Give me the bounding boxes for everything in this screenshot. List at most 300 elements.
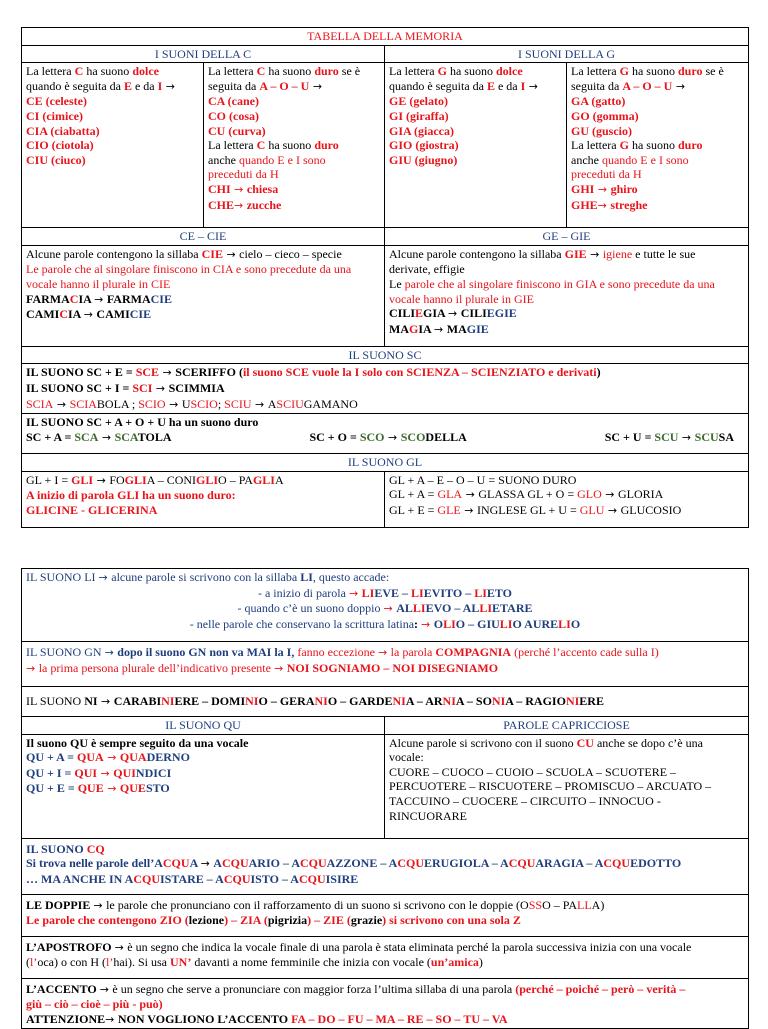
text-run: GLI xyxy=(124,472,147,487)
text-run: LL xyxy=(576,897,592,912)
text-run: GL + E = xyxy=(389,502,438,517)
arrow-icon: → xyxy=(601,488,618,502)
text-run: ) si scrivono con una sola Z xyxy=(382,913,521,928)
text-run: LI xyxy=(412,601,426,616)
text-line xyxy=(26,661,744,677)
text-run: Il suono QU è sempre seguito da una vocale xyxy=(26,735,249,750)
text-run: O AURE xyxy=(512,616,559,631)
text-run: O – GERA xyxy=(258,693,315,708)
text-run: NI xyxy=(491,693,506,708)
text-run: SCIU xyxy=(224,396,252,411)
text-run: A xyxy=(274,472,284,487)
text-run: CQU xyxy=(221,856,249,871)
li-cell xyxy=(22,569,749,642)
text-run: quando è seguita da xyxy=(26,78,124,93)
text-run: oca) o con H ( xyxy=(37,955,106,970)
text-run: SCIO xyxy=(138,396,166,411)
text-run: ha suono xyxy=(628,138,678,153)
text-run: La lettera xyxy=(389,64,438,79)
text-run: CAMI xyxy=(96,307,130,322)
text-run: SS xyxy=(528,897,543,912)
text-run: O xyxy=(570,616,581,631)
text-line xyxy=(26,586,744,602)
sc-e-i-cell xyxy=(22,364,749,414)
text-run: RINCUORARE xyxy=(389,808,468,823)
text-run: C xyxy=(74,64,84,79)
text-line xyxy=(571,64,744,79)
text-run: INGLESE GL + U = xyxy=(476,502,580,517)
text-run: GL + A = xyxy=(389,487,438,502)
text-run: Le parole che contengono xyxy=(26,913,160,928)
arrow-icon: → xyxy=(421,617,434,631)
text-run: GLO xyxy=(577,487,602,502)
text-run: SC + U = xyxy=(604,429,655,444)
text-run: GO (gomma) xyxy=(571,108,639,123)
text-run: vocale: xyxy=(389,750,424,765)
g-hard-cell xyxy=(567,63,749,228)
text-line xyxy=(208,138,380,153)
text-line xyxy=(389,138,562,153)
arrow-icon: → xyxy=(434,322,447,336)
text-run: duro xyxy=(314,64,339,79)
text-line xyxy=(26,94,199,109)
text-run: NI xyxy=(392,693,406,708)
text-run: è un segno che serve a pronunciare con maggior forza l’ultima sillaba di una parola xyxy=(112,981,516,996)
text-run: chiesa xyxy=(246,181,279,196)
text-run: ( xyxy=(235,365,243,380)
text-run: seguita da xyxy=(571,78,623,93)
arrow-icon: → xyxy=(234,198,247,212)
text-run: CQU xyxy=(162,856,190,871)
text-run: derivate, effigie xyxy=(389,262,465,277)
text-line xyxy=(389,779,744,794)
text-run: vocale hanno il plurale in GIE xyxy=(389,291,534,306)
text-run: GIE xyxy=(564,246,587,261)
text-run: BOLA ; xyxy=(96,396,139,411)
text-run: I SUONI DELLA C xyxy=(154,46,252,61)
arrow-icon: → xyxy=(99,982,113,996)
text-run: A – CONI xyxy=(146,472,197,487)
text-run: NOI SOGNIAMO – NOI DISEGNIAMO xyxy=(286,660,499,675)
text-run: G xyxy=(437,64,447,79)
text-line xyxy=(208,153,380,168)
text-run: QU + I = xyxy=(26,765,75,780)
text-run: CHI xyxy=(208,181,231,196)
text-run: GLUCOSIO xyxy=(620,502,682,517)
section-header-c xyxy=(22,45,385,63)
sc-a-example xyxy=(26,430,172,446)
text-run: IL SUONO xyxy=(26,841,87,856)
arrow-icon: → xyxy=(93,473,110,487)
text-run: FA – DO – FU – MA – RE – SO – TU – VA xyxy=(291,1011,508,1026)
g-soft-cell xyxy=(385,63,567,228)
text-line xyxy=(389,487,744,503)
text-run: - quando c’è un suono doppio xyxy=(237,601,384,616)
text-line xyxy=(208,124,380,139)
text-run: cielo – cieco – specie xyxy=(239,246,342,261)
arrow-icon: → xyxy=(98,430,115,444)
text-run: e da xyxy=(494,78,521,93)
text-run: LI xyxy=(300,570,313,584)
text-run: I xyxy=(520,78,526,93)
arrow-icon: → xyxy=(93,898,107,912)
text-line xyxy=(389,262,744,277)
arrow-icon: → xyxy=(462,488,479,502)
text-line xyxy=(26,365,744,381)
text-run: C xyxy=(256,138,266,153)
text-run: NI xyxy=(442,693,456,708)
text-line xyxy=(26,503,380,518)
text-line xyxy=(571,198,744,214)
text-run: La lettera xyxy=(26,64,75,79)
text-run: se è xyxy=(702,64,724,79)
text-run: E xyxy=(415,306,424,321)
doppie-cell xyxy=(22,894,749,936)
text-run: è un segno che indica la vocale finale di una parola è stata eliminata perché la parola successiva inizia con una vocale xyxy=(127,939,692,954)
text-run: ARIO – A xyxy=(248,856,300,871)
arrow-icon: → xyxy=(200,857,214,871)
text-run: SCIU xyxy=(276,396,304,411)
text-line xyxy=(26,955,744,970)
arrow-icon: → xyxy=(597,198,611,212)
text-run: le parole che pronunciano con il rafforzamento di un suono si scrivono con le doppie (O xyxy=(106,897,529,912)
text-run: SCU xyxy=(654,429,679,444)
text-run: CQU xyxy=(223,871,251,886)
text-run: La lettera xyxy=(208,138,257,153)
text-run: CHE xyxy=(208,197,235,212)
arrow-icon: → xyxy=(604,503,621,517)
text-run: O – GIU xyxy=(455,616,500,631)
text-run: QUE xyxy=(77,781,104,796)
arrow-icon: → xyxy=(26,661,39,675)
text-run: La lettera xyxy=(208,64,257,79)
text-run: GHE xyxy=(571,197,598,212)
text-run: grazie xyxy=(350,913,383,928)
text-line xyxy=(26,645,744,661)
text-line xyxy=(389,809,744,824)
text-run: ha suono xyxy=(628,64,678,79)
text-line xyxy=(208,167,380,182)
accento-cell xyxy=(22,978,749,1029)
sounds-table xyxy=(21,568,749,1029)
text-run: Alcune parole contengono la sillaba xyxy=(26,246,202,261)
text-line xyxy=(26,109,199,124)
text-run: QU + E = xyxy=(26,781,78,796)
text-run: Le xyxy=(389,276,405,291)
text-run: C xyxy=(69,291,79,306)
text-run: GL + A – E – O – U = SUONO DURO xyxy=(389,472,577,487)
text-run: G xyxy=(619,64,629,79)
text-run: La lettera xyxy=(571,138,620,153)
section-header-ce-cie xyxy=(22,228,385,246)
arrow-icon: → xyxy=(94,292,107,306)
cq-cell xyxy=(22,838,749,894)
text-run: pigrizia xyxy=(267,913,308,928)
text-run: ARAGIA – A xyxy=(535,856,604,871)
text-run: SCU xyxy=(694,429,719,444)
text-run: COMPAGNIA xyxy=(435,645,512,659)
text-run: GI (giraffa) xyxy=(389,108,449,123)
text-run: DERNO xyxy=(146,750,190,765)
ni-cell xyxy=(22,687,749,717)
text-run: A – O – U xyxy=(622,78,673,93)
text-run: LI xyxy=(558,616,571,631)
text-line xyxy=(208,182,380,198)
arrow-icon: → xyxy=(222,247,240,261)
text-run: CIE xyxy=(150,291,172,306)
text-line xyxy=(26,842,744,857)
text-run: MA xyxy=(446,321,467,336)
text-line xyxy=(571,94,744,109)
arrow-icon: → xyxy=(383,602,397,616)
arrow-icon: → xyxy=(678,430,695,444)
text-run: giù – ciò – cioè – più - può) xyxy=(26,997,163,1012)
text-line xyxy=(26,307,380,323)
text-run: Alcune parole si scrivono con il suono xyxy=(389,735,577,750)
text-run: GHI xyxy=(571,181,595,196)
text-run: SCO xyxy=(359,429,385,444)
arrow-icon: → xyxy=(103,751,120,765)
text-run: fanno eccezione xyxy=(297,645,378,659)
text-run: CAMI xyxy=(26,307,60,322)
text-run: vocale hanno il plurale in CIE xyxy=(26,276,171,291)
text-line xyxy=(389,109,562,124)
text-run: A) xyxy=(591,897,605,912)
table-title xyxy=(22,28,749,46)
text-run: ( xyxy=(260,913,268,928)
text-run: I xyxy=(157,78,163,93)
text-run: GLI xyxy=(252,472,275,487)
text-run: se è xyxy=(338,64,361,79)
text-line xyxy=(26,736,380,751)
text-line xyxy=(26,898,744,914)
text-run: preceduti da H xyxy=(208,167,279,182)
memory-table xyxy=(21,27,749,528)
text-line xyxy=(26,64,199,79)
gl-hard-cell xyxy=(385,471,749,527)
text-run: FARMA xyxy=(26,291,70,306)
text-run: GIU (giugno) xyxy=(389,152,458,167)
text-run: EDOTTO xyxy=(630,856,682,871)
text-run: GLU xyxy=(579,502,605,517)
text-run: IL SUONO SC + I = xyxy=(26,380,133,395)
text-run: ISTARE – A xyxy=(160,871,224,886)
text-run: GU (guscio) xyxy=(571,123,632,138)
text-run: un’amica xyxy=(430,955,479,970)
text-run: EVE – xyxy=(374,585,412,600)
text-run: SCI xyxy=(132,380,153,395)
text-line xyxy=(389,79,562,95)
text-run: … MA ANCHE IN A xyxy=(26,871,134,886)
text-line xyxy=(26,940,744,956)
text-run: NI xyxy=(245,693,259,708)
text-run: IL SUONO GL xyxy=(347,455,423,470)
text-run: GA (gatto) xyxy=(571,94,626,109)
text-run: dopo il suono GN non va MAI la I, xyxy=(117,645,298,659)
text-run: IL SUONO SC xyxy=(348,347,422,362)
text-run: CQU xyxy=(397,856,425,871)
text-line xyxy=(26,292,380,308)
text-run: , questo accade: xyxy=(312,570,390,584)
capricciose-cell xyxy=(385,734,749,838)
text-run: ERUGIOLA – A xyxy=(424,856,509,871)
text-run: G xyxy=(619,138,629,153)
text-run: La lettera xyxy=(571,64,620,79)
text-run: IA xyxy=(68,307,84,322)
arrow-icon: → xyxy=(348,586,362,600)
text-run: O – PA xyxy=(542,897,577,912)
text-line xyxy=(571,167,744,182)
text-line xyxy=(26,381,744,397)
text-run: SCIO xyxy=(190,396,218,411)
text-run: LE DOPPIE xyxy=(26,897,94,912)
arrow-icon: → xyxy=(104,646,118,659)
c-soft-cell xyxy=(22,63,204,228)
text-run: O xyxy=(433,616,444,631)
text-run: ) – xyxy=(224,913,241,928)
text-run: EVITO – xyxy=(423,585,475,600)
text-run: ha suono xyxy=(265,138,315,153)
text-run: SCO xyxy=(400,429,426,444)
sc-o-example xyxy=(309,430,466,446)
section-header-g xyxy=(385,45,749,63)
text-run: l’ xyxy=(105,955,114,970)
text-run: (perché l’accento cade sulla I) xyxy=(511,645,659,659)
text-run: QUI xyxy=(113,765,136,780)
text-run: anche se dopo c’è una xyxy=(593,735,703,750)
text-run: A – AR xyxy=(405,693,443,708)
text-run: ERE xyxy=(579,693,604,708)
text-run: NI xyxy=(84,693,98,708)
text-line xyxy=(26,473,380,489)
text-line xyxy=(389,306,744,322)
text-run: CIO (ciotola) xyxy=(26,138,94,153)
text-run: GIA (giacca) xyxy=(389,123,454,138)
arrow-icon: → xyxy=(586,247,603,261)
text-run: parole che al singolare finiscono in GIA e sono precedute da una xyxy=(404,276,715,291)
text-run: LI xyxy=(474,585,487,600)
text-line xyxy=(26,79,199,95)
text-run: CA (cane) xyxy=(208,94,259,109)
text-run: A xyxy=(267,396,277,411)
text-line xyxy=(26,997,744,1012)
apostrofo-cell xyxy=(22,936,749,978)
text-run: seguita da xyxy=(208,78,260,93)
arrow-icon: → xyxy=(162,79,176,93)
text-run: ZIO xyxy=(159,913,182,928)
text-run: quando E e I sono xyxy=(238,152,326,167)
text-line xyxy=(389,277,744,292)
text-run: Si trova nelle parole dell’A xyxy=(26,856,163,871)
text-line xyxy=(571,109,744,124)
text-run: ha suono xyxy=(265,64,315,79)
text-run: DELLA xyxy=(425,429,467,444)
text-run: CIE xyxy=(201,246,223,261)
text-run: GAMANO xyxy=(303,396,358,411)
text-run: GLI xyxy=(196,472,219,487)
text-line xyxy=(26,124,199,139)
text-run: IA xyxy=(78,291,95,306)
text-run: GLASSA GL + O = xyxy=(478,487,578,502)
text-run: ERE – DOMI xyxy=(174,693,246,708)
text-line xyxy=(571,124,744,139)
text-run: QUA xyxy=(119,750,147,765)
text-run: CE (celeste) xyxy=(26,94,87,109)
arrow-icon: → xyxy=(114,940,128,954)
text-line xyxy=(208,79,380,95)
text-run: NON VOGLIONO L’ACCENTO xyxy=(117,1011,292,1026)
text-run: UN’ xyxy=(170,955,192,970)
arrow-icon: → xyxy=(377,646,391,659)
text-run: STO xyxy=(145,781,170,796)
text-line xyxy=(389,765,744,780)
text-run: CIE xyxy=(129,307,152,322)
text-line xyxy=(26,570,744,586)
arrow-icon: → xyxy=(97,694,114,708)
text-run: SCA xyxy=(114,429,138,444)
text-run: QUE xyxy=(119,781,146,796)
text-run: e tutte le sue xyxy=(632,246,696,261)
text-run: SCA xyxy=(74,429,99,444)
text-run: SCE xyxy=(135,365,160,380)
text-run: CIU (ciuco) xyxy=(26,152,86,167)
text-run: QU + A = xyxy=(26,750,78,765)
text-line xyxy=(26,982,744,998)
text-line xyxy=(389,292,744,307)
text-run: GLA xyxy=(437,487,463,502)
text-run: ETARE xyxy=(492,601,533,616)
text-run: il suono SCE vuole la I solo con SCIENZA – SCIENZIATO e derivati xyxy=(242,365,597,380)
text-run: alcune parole si scrivono con la sillaba xyxy=(111,570,301,584)
text-run: SCIA xyxy=(26,396,54,411)
text-run: preceduti da H xyxy=(571,167,642,182)
text-line xyxy=(571,182,744,198)
text-run: ETO xyxy=(486,585,513,600)
text-line xyxy=(26,247,380,263)
arrow-icon: → xyxy=(83,308,97,322)
text-run: quando è seguita da xyxy=(389,78,487,93)
text-run: L’APOSTROFO xyxy=(26,939,115,954)
text-run: C xyxy=(256,64,266,79)
text-run: IL SUONO GN xyxy=(26,645,105,659)
arrow-icon: → xyxy=(159,366,176,380)
text-run: GE (gelato) xyxy=(389,94,448,109)
text-run: TABELLA DELLA MEMORIA xyxy=(307,29,463,43)
text-run: A – RAGIO xyxy=(505,693,566,708)
text-run: CILI xyxy=(389,306,416,321)
text-run: U xyxy=(181,396,191,411)
text-run: GIO (giostra) xyxy=(389,138,459,153)
text-run: SA xyxy=(718,429,734,444)
text-run: CQU xyxy=(133,871,161,886)
text-run: ISIRE xyxy=(325,871,359,886)
text-run: GLORIA xyxy=(617,487,664,502)
section-header-gl xyxy=(22,454,749,472)
text-run: - nelle parole che conservano la scrittura latina xyxy=(189,616,415,631)
text-run: IL SUONO SC + A + O + U ha un suono duro xyxy=(26,415,259,430)
text-run: ATTENZIONE xyxy=(26,1011,106,1026)
text-run: ha suono xyxy=(446,64,496,79)
text-run: SCERIFFO xyxy=(175,365,236,380)
text-run: parole che al singolare finiscono in CIA e sono precedute da una xyxy=(41,262,352,277)
text-line xyxy=(26,262,380,277)
text-line xyxy=(26,766,380,782)
text-line xyxy=(26,617,744,633)
text-run: duro xyxy=(314,138,339,153)
text-line xyxy=(26,601,744,617)
text-run: hai). Si usa xyxy=(113,955,170,970)
text-line xyxy=(26,488,380,503)
